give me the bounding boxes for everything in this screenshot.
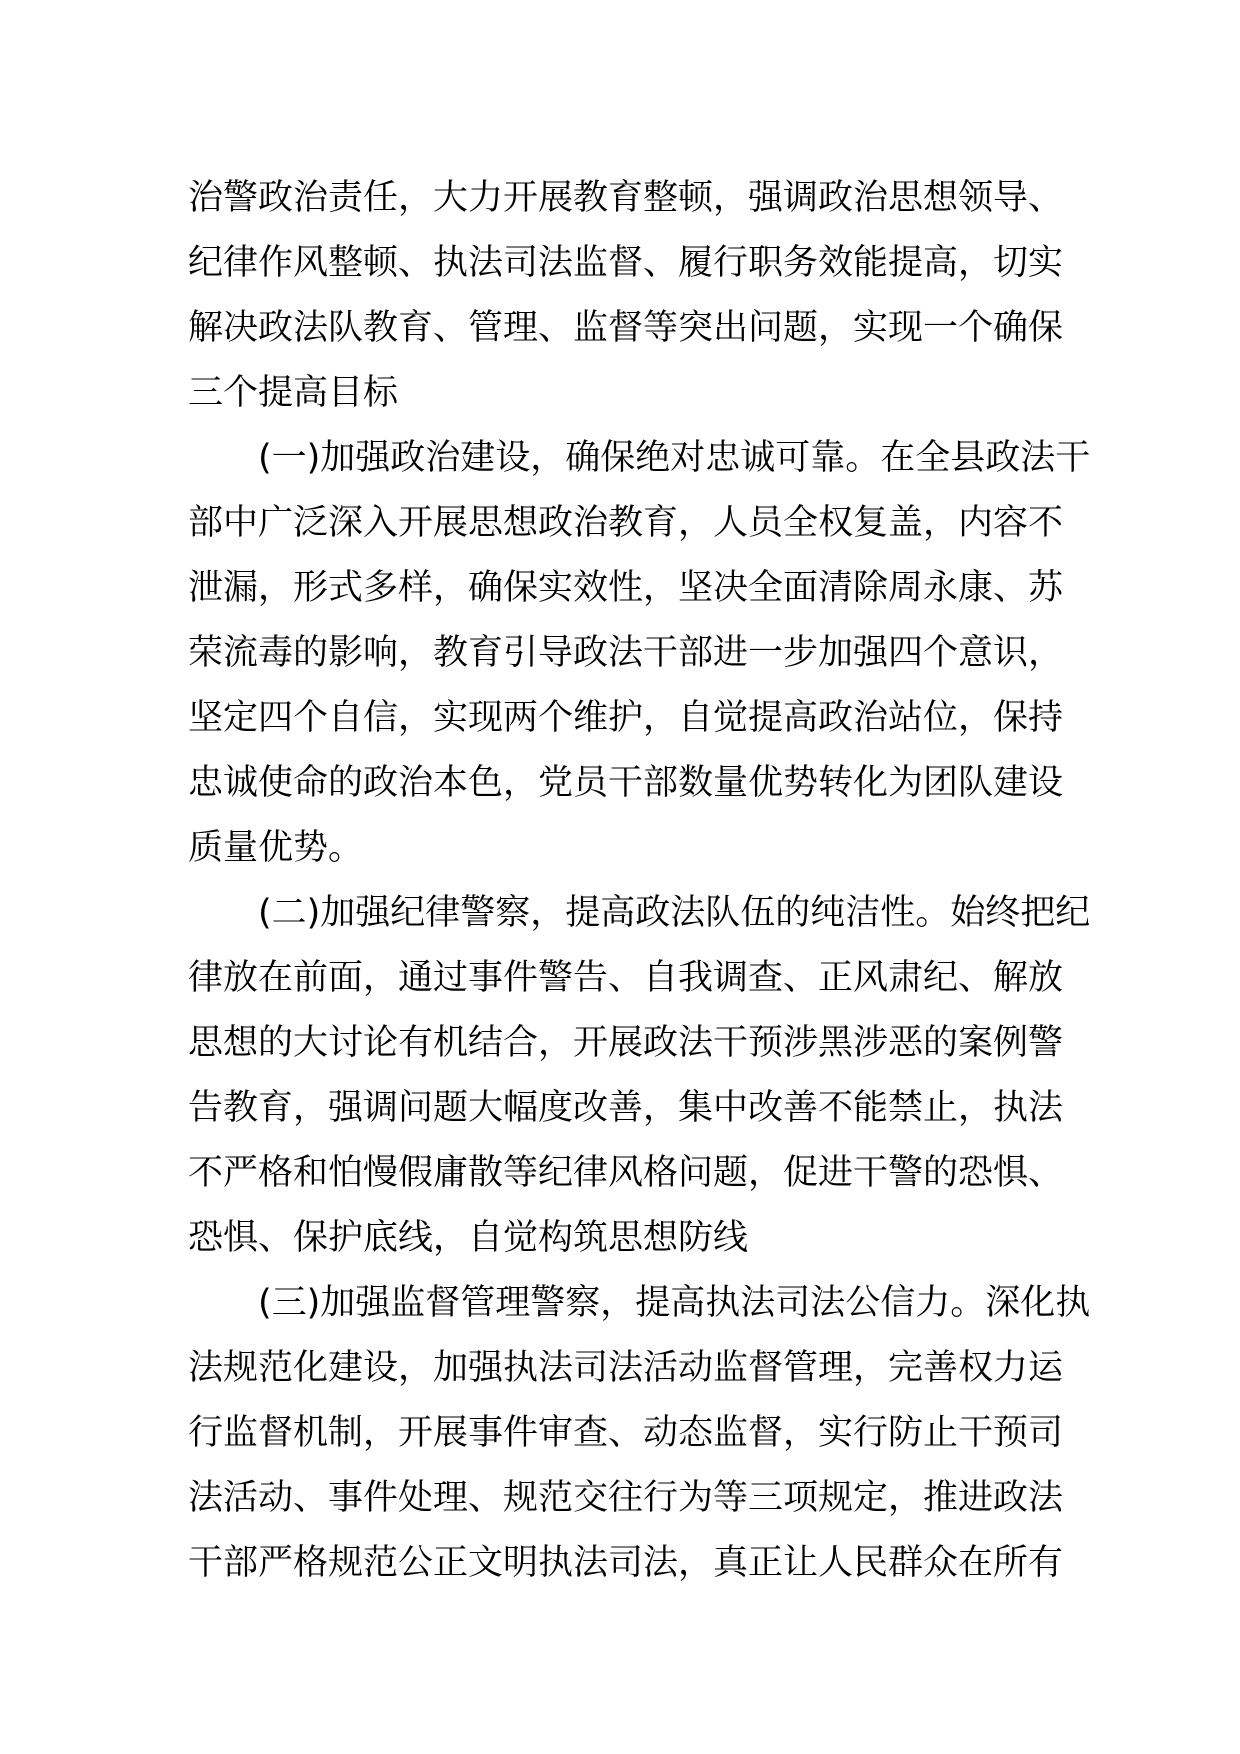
text-line: 泄漏，形式多样，确保实效性，坚决全面清除周永康、苏 xyxy=(188,568,1064,608)
text-line: 恐惧、保护底线，自觉构筑思想防线 xyxy=(188,1218,749,1258)
text-line: 治警政治责任，大力开展教育整顿，强调政治思想领导、 xyxy=(188,178,1064,218)
paragraph-section-2 xyxy=(188,881,1091,1271)
text-line: 坚定四个自信，实现两个维护，自觉提高政治站位，保持 xyxy=(188,698,1064,738)
text-line: 行监督机制，开展事件审查、动态监督，实行防止干预司 xyxy=(188,1413,1064,1453)
text-line: 不严格和怕慢假庸散等纪律风格问题，促进干警的恐惧、 xyxy=(188,1153,1064,1193)
text-line-first: (二)加强纪律警察，提高政法队伍的纯洁性。始终把纪 xyxy=(258,893,1091,933)
text-line-first: (三)加强监督管理警察，提高执法司法公信力。深化执 xyxy=(258,1283,1091,1323)
text-line: 部中广泛深入开展思想政治教育，人员全权复盖，内容不 xyxy=(188,503,1064,543)
text-line: 告教育，强调问题大幅度改善，集中改善不能禁止，执法 xyxy=(188,1088,1064,1128)
text-line-first: (一)加强政治建设，确保绝对忠诚可靠。在全县政法干 xyxy=(258,438,1091,478)
text-line: 律放在前面，通过事件警告、自我调查、正风肃纪、解放 xyxy=(188,958,1064,998)
text-line: 思想的大讨论有机结合，开展政法干预涉黑涉恶的案例警 xyxy=(188,1023,1064,1063)
paragraph-section-3 xyxy=(188,1271,1091,1596)
text-line: 荣流毒的影响，教育引导政法干部进一步加强四个意识， xyxy=(188,633,1064,673)
text-line: 质量优势。 xyxy=(188,828,364,868)
text-line: 纪律作风整顿、执法司法监督、履行职务效能提高，切实 xyxy=(188,243,1064,283)
text-line: 三个提高目标 xyxy=(188,373,399,413)
text-line: 解决政法队教育、管理、监督等突出问题，实现一个确保 xyxy=(188,308,1064,348)
text-line: 法规范化建设，加强执法司法活动监督管理，完善权力运 xyxy=(188,1348,1064,1388)
text-line: 忠诚使命的政治本色，党员干部数量优势转化为团队建设 xyxy=(188,763,1064,803)
text-line: 法活动、事件处理、规范交往行为等三项规定，推进政法 xyxy=(188,1478,1064,1518)
text-line: 干部严格规范公正文明执法司法，真正让人民群众在所有 xyxy=(188,1543,1064,1583)
paragraph-section-1 xyxy=(188,426,1091,881)
document-body xyxy=(188,166,1091,1596)
paragraph-continuation xyxy=(188,166,1064,426)
